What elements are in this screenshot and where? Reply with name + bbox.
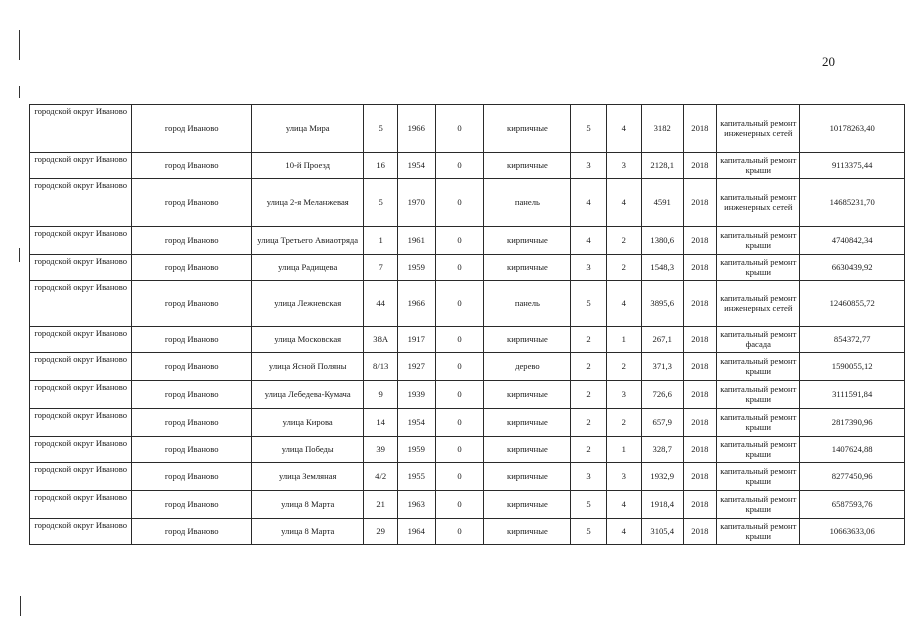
- cell-wall-material: кирпичные: [484, 153, 571, 179]
- cell-street: улица Московская: [252, 327, 364, 353]
- cell-street: улица Лебедева-Кумача: [252, 381, 364, 409]
- cell-house-number: 5: [364, 105, 398, 153]
- cell-wall-material: кирпичные: [484, 227, 571, 255]
- table-row: [30, 491, 905, 519]
- cell-year-overhaul: 0: [435, 409, 484, 437]
- cell-work-type: капитальный ремонт крыши: [717, 519, 800, 545]
- cell-cost: 1590055,12: [800, 353, 905, 381]
- cell-work-type: капитальный ремонт инженерных сетей: [717, 105, 800, 153]
- scan-artifact-mark: [19, 86, 20, 98]
- cell-entrances: 2: [606, 353, 641, 381]
- cell-year-planned: 2018: [683, 179, 717, 227]
- cell-wall-material: кирпичные: [484, 437, 571, 463]
- cell-street: улица Кирова: [252, 409, 364, 437]
- cell-district: городской округ Иваново: [30, 105, 132, 153]
- cell-work-type: капитальный ремонт крыши: [717, 463, 800, 491]
- cell-work-type: капитальный ремонт крыши: [717, 409, 800, 437]
- cell-district: городской округ Иваново: [30, 179, 132, 227]
- cell-street: улица Ясной Поляны: [252, 353, 364, 381]
- cell-house-number: 21: [364, 491, 398, 519]
- cell-wall-material: кирпичные: [484, 255, 571, 281]
- cell-entrances: 4: [606, 281, 641, 327]
- cell-street: улица Победы: [252, 437, 364, 463]
- cell-year-planned: 2018: [683, 381, 717, 409]
- cell-settlement: город Иваново: [132, 255, 252, 281]
- cell-area: 371,3: [641, 353, 683, 381]
- cell-floors: 4: [571, 227, 606, 255]
- scan-artifact-mark: [19, 30, 20, 60]
- cell-house-number: 5: [364, 179, 398, 227]
- cell-year-built: 1927: [397, 353, 435, 381]
- cell-cost: 4740842,34: [800, 227, 905, 255]
- cell-house-number: 8/13: [364, 353, 398, 381]
- table-row: [30, 227, 905, 255]
- cell-work-type: капитальный ремонт крыши: [717, 353, 800, 381]
- cell-district: городской округ Иваново: [30, 437, 132, 463]
- cell-cost: 14685231,70: [800, 179, 905, 227]
- cell-floors: 2: [571, 437, 606, 463]
- cell-cost: 6587593,76: [800, 491, 905, 519]
- cell-year-planned: 2018: [683, 281, 717, 327]
- cell-area: 1380,6: [641, 227, 683, 255]
- cell-cost: 12460855,72: [800, 281, 905, 327]
- cell-district: городской округ Иваново: [30, 353, 132, 381]
- cell-year-built: 1954: [397, 409, 435, 437]
- cell-street: улица 8 Марта: [252, 491, 364, 519]
- cell-wall-material: дерево: [484, 353, 571, 381]
- cell-work-type: капитальный ремонт крыши: [717, 255, 800, 281]
- cell-street: улица Лежневская: [252, 281, 364, 327]
- cell-year-overhaul: 0: [435, 353, 484, 381]
- cell-house-number: 16: [364, 153, 398, 179]
- cell-district: городской округ Иваново: [30, 491, 132, 519]
- cell-wall-material: кирпичные: [484, 381, 571, 409]
- cell-cost: 9113375,44: [800, 153, 905, 179]
- cell-entrances: 4: [606, 491, 641, 519]
- cell-settlement: город Иваново: [132, 105, 252, 153]
- cell-area: 1548,3: [641, 255, 683, 281]
- cell-street: 10-й Проезд: [252, 153, 364, 179]
- cell-floors: 2: [571, 409, 606, 437]
- cell-year-planned: 2018: [683, 437, 717, 463]
- cell-house-number: 7: [364, 255, 398, 281]
- table-row: [30, 409, 905, 437]
- cell-floors: 2: [571, 381, 606, 409]
- cell-district: городской округ Иваново: [30, 327, 132, 353]
- cell-entrances: 4: [606, 179, 641, 227]
- cell-area: 1918,4: [641, 491, 683, 519]
- cell-work-type: капитальный ремонт инженерных сетей: [717, 281, 800, 327]
- table-row: [30, 327, 905, 353]
- cell-year-built: 1964: [397, 519, 435, 545]
- cell-year-planned: 2018: [683, 153, 717, 179]
- cell-entrances: 2: [606, 409, 641, 437]
- table-row: [30, 153, 905, 179]
- cell-year-overhaul: 0: [435, 327, 484, 353]
- cell-year-overhaul: 0: [435, 281, 484, 327]
- cell-area: 726,6: [641, 381, 683, 409]
- cell-year-planned: 2018: [683, 105, 717, 153]
- cell-settlement: город Иваново: [132, 179, 252, 227]
- cell-area: 657,9: [641, 409, 683, 437]
- scan-artifact-mark: [20, 596, 21, 616]
- cell-wall-material: кирпичные: [484, 105, 571, 153]
- cell-settlement: город Иваново: [132, 437, 252, 463]
- cell-wall-material: кирпичные: [484, 463, 571, 491]
- cell-entrances: 3: [606, 381, 641, 409]
- table-row: [30, 519, 905, 545]
- page-number: 20: [822, 54, 835, 69]
- cell-year-built: 1954: [397, 153, 435, 179]
- cell-floors: 3: [571, 463, 606, 491]
- cell-house-number: 4/2: [364, 463, 398, 491]
- cell-floors: 4: [571, 179, 606, 227]
- cell-year-overhaul: 0: [435, 519, 484, 545]
- cell-settlement: город Иваново: [132, 409, 252, 437]
- table-row: [30, 105, 905, 153]
- cell-year-built: 1959: [397, 255, 435, 281]
- cell-year-overhaul: 0: [435, 153, 484, 179]
- cell-house-number: 14: [364, 409, 398, 437]
- cell-district: городской округ Иваново: [30, 153, 132, 179]
- cell-cost: 3111591,84: [800, 381, 905, 409]
- cell-year-overhaul: 0: [435, 463, 484, 491]
- cell-cost: 6630439,92: [800, 255, 905, 281]
- cell-entrances: 3: [606, 463, 641, 491]
- cell-area: 2128,1: [641, 153, 683, 179]
- cell-cost: 8277450,96: [800, 463, 905, 491]
- cell-floors: 3: [571, 153, 606, 179]
- cell-cost: 10178263,40: [800, 105, 905, 153]
- cell-floors: 5: [571, 281, 606, 327]
- cell-entrances: 2: [606, 227, 641, 255]
- cell-area: 3105,4: [641, 519, 683, 545]
- cell-floors: 5: [571, 105, 606, 153]
- cell-year-overhaul: 0: [435, 491, 484, 519]
- cell-year-overhaul: 0: [435, 437, 484, 463]
- cell-cost: 854372,77: [800, 327, 905, 353]
- cell-floors: 5: [571, 491, 606, 519]
- cell-house-number: 39: [364, 437, 398, 463]
- cell-district: городской округ Иваново: [30, 463, 132, 491]
- cell-house-number: 38А: [364, 327, 398, 353]
- cell-house-number: 9: [364, 381, 398, 409]
- table-row: [30, 179, 905, 227]
- cell-year-overhaul: 0: [435, 179, 484, 227]
- cell-cost: 10663633,06: [800, 519, 905, 545]
- cell-street: улица Мира: [252, 105, 364, 153]
- cell-year-planned: 2018: [683, 353, 717, 381]
- cell-year-built: 1917: [397, 327, 435, 353]
- cell-floors: 5: [571, 519, 606, 545]
- cell-year-built: 1961: [397, 227, 435, 255]
- cell-district: городской округ Иваново: [30, 227, 132, 255]
- cell-settlement: город Иваново: [132, 491, 252, 519]
- cell-settlement: город Иваново: [132, 519, 252, 545]
- cell-wall-material: панель: [484, 179, 571, 227]
- cell-street: улица 2-я Меланжевая: [252, 179, 364, 227]
- cell-house-number: 44: [364, 281, 398, 327]
- cell-street: улица Земляная: [252, 463, 364, 491]
- cell-settlement: город Иваново: [132, 153, 252, 179]
- cell-floors: 2: [571, 353, 606, 381]
- table-row: [30, 353, 905, 381]
- cell-settlement: город Иваново: [132, 227, 252, 255]
- cell-year-planned: 2018: [683, 491, 717, 519]
- cell-year-overhaul: 0: [435, 381, 484, 409]
- cell-floors: 2: [571, 327, 606, 353]
- cell-area: 328,7: [641, 437, 683, 463]
- cell-area: 267,1: [641, 327, 683, 353]
- cell-cost: 1407624,88: [800, 437, 905, 463]
- cell-entrances: 4: [606, 519, 641, 545]
- cell-year-planned: 2018: [683, 255, 717, 281]
- cell-year-built: 1963: [397, 491, 435, 519]
- cell-house-number: 29: [364, 519, 398, 545]
- scan-artifact-mark: [19, 248, 20, 262]
- cell-year-overhaul: 0: [435, 105, 484, 153]
- cell-area: 3895,6: [641, 281, 683, 327]
- cell-cost: 2817390,96: [800, 409, 905, 437]
- cell-settlement: город Иваново: [132, 281, 252, 327]
- table-body: [30, 105, 905, 545]
- cell-settlement: город Иваново: [132, 381, 252, 409]
- table-row: [30, 381, 905, 409]
- cell-settlement: город Иваново: [132, 327, 252, 353]
- cell-settlement: город Иваново: [132, 353, 252, 381]
- cell-year-planned: 2018: [683, 463, 717, 491]
- table-row: [30, 281, 905, 327]
- cell-year-planned: 2018: [683, 409, 717, 437]
- cell-year-overhaul: 0: [435, 227, 484, 255]
- cell-year-built: 1939: [397, 381, 435, 409]
- cell-work-type: капитальный ремонт крыши: [717, 437, 800, 463]
- cell-wall-material: кирпичные: [484, 409, 571, 437]
- table-row: [30, 255, 905, 281]
- cell-work-type: капитальный ремонт крыши: [717, 227, 800, 255]
- cell-wall-material: кирпичные: [484, 327, 571, 353]
- cell-district: городской округ Иваново: [30, 381, 132, 409]
- cell-year-planned: 2018: [683, 519, 717, 545]
- cell-wall-material: кирпичные: [484, 491, 571, 519]
- table-row: [30, 463, 905, 491]
- cell-entrances: 4: [606, 105, 641, 153]
- cell-year-built: 1966: [397, 105, 435, 153]
- cell-district: городской округ Иваново: [30, 281, 132, 327]
- cell-wall-material: панель: [484, 281, 571, 327]
- cell-area: 3182: [641, 105, 683, 153]
- cell-work-type: капитальный ремонт крыши: [717, 381, 800, 409]
- cell-street: улица Третьего Авиаотряда: [252, 227, 364, 255]
- cell-entrances: 2: [606, 255, 641, 281]
- building-repair-table: [29, 104, 905, 545]
- cell-district: городской округ Иваново: [30, 255, 132, 281]
- cell-district: городской округ Иваново: [30, 519, 132, 545]
- cell-entrances: 3: [606, 153, 641, 179]
- cell-street: улица Радищева: [252, 255, 364, 281]
- cell-work-type: капитальный ремонт крыши: [717, 153, 800, 179]
- cell-floors: 3: [571, 255, 606, 281]
- cell-work-type: капитальный ремонт фасада: [717, 327, 800, 353]
- cell-work-type: капитальный ремонт инженерных сетей: [717, 179, 800, 227]
- cell-wall-material: кирпичные: [484, 519, 571, 545]
- table-row: [30, 437, 905, 463]
- cell-entrances: 1: [606, 327, 641, 353]
- cell-entrances: 1: [606, 437, 641, 463]
- cell-year-built: 1955: [397, 463, 435, 491]
- cell-street: улица 8 Марта: [252, 519, 364, 545]
- cell-year-planned: 2018: [683, 227, 717, 255]
- cell-settlement: город Иваново: [132, 463, 252, 491]
- cell-year-built: 1970: [397, 179, 435, 227]
- cell-area: 1932,9: [641, 463, 683, 491]
- cell-year-built: 1966: [397, 281, 435, 327]
- cell-year-planned: 2018: [683, 327, 717, 353]
- cell-work-type: капитальный ремонт крыши: [717, 491, 800, 519]
- cell-area: 4591: [641, 179, 683, 227]
- cell-house-number: 1: [364, 227, 398, 255]
- cell-year-overhaul: 0: [435, 255, 484, 281]
- cell-year-built: 1959: [397, 437, 435, 463]
- cell-district: городской округ Иваново: [30, 409, 132, 437]
